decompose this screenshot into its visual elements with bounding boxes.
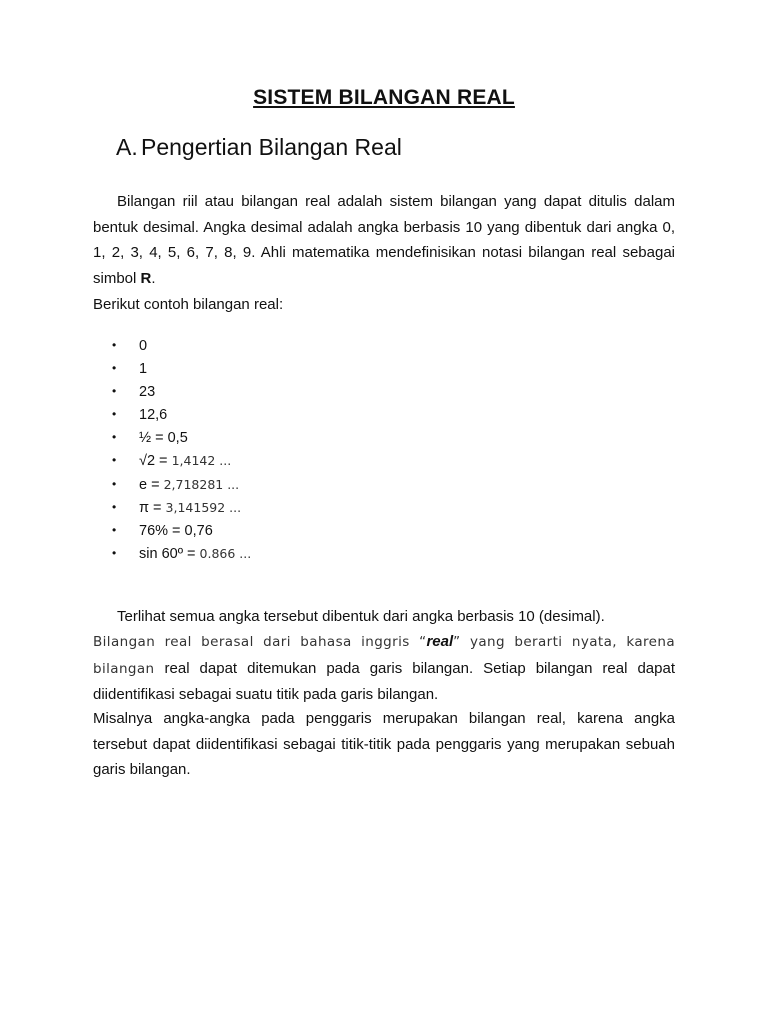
list-item: [112, 357, 251, 380]
section-number: A.: [116, 134, 138, 160]
document-title: SISTEM BILANGAN REAL: [253, 86, 515, 109]
paragraph-decimal: Terlihat semua angka tersebut dibentuk dari angka berbasis 10 (desimal).: [117, 608, 605, 625]
bullet-icon: •: [112, 453, 117, 468]
list-item: [112, 496, 251, 519]
bullet-icon: •: [112, 545, 117, 560]
bullet-icon: •: [112, 338, 117, 352]
bullet-icon: •: [112, 407, 117, 422]
list-item: [112, 334, 251, 357]
definition-text: Bilangan riil atau bilangan real adalah sistem bilangan yang dapat ditulis dalam bentuk desimal. Angka desimal adalah angka berbasis 10 yang dibentuk dari angka 0, 1, 2, 3, 4, 5, 6, 7, 8, 9. Ahli matematika mendefinisikan notasi bilangan real sebagai simbol: [93, 193, 675, 288]
example-value: ½ = 0,5: [139, 430, 188, 447]
list-item: [112, 426, 251, 449]
example-value-rest: 0.866 ...: [199, 545, 252, 561]
bullet-icon: •: [112, 476, 117, 491]
bullet-icon: •: [112, 522, 117, 537]
list-item: [112, 449, 251, 472]
bullet-icon: •: [112, 499, 117, 514]
example-value: 1: [139, 361, 148, 378]
real-symbol: R: [140, 270, 152, 288]
definition-end: .: [151, 270, 156, 288]
example-value: √2 =: [139, 453, 172, 470]
example-value: sin 60º =: [139, 545, 200, 562]
paragraph-origin: [93, 629, 675, 708]
origin-after: ” yang berarti nyata, karena bilangan: [93, 634, 675, 677]
example-value: 23: [139, 384, 156, 401]
origin-rest: real dapat ditemukan pada garis bilangan. Setiap bilangan real dapat diidentifikasi sebagai suatu titik pada garis bilangan.: [93, 659, 675, 704]
section-heading-text: Pengertian Bilangan Real: [141, 134, 402, 160]
paragraph-definition: [93, 189, 675, 292]
paragraph-example-ruler: Misalnya angka-angka pada penggaris merupakan bilangan real, karena angka tersebut dapat diidentifikasi sebagai titik-titik pada penggaris yang merupakan sebuah garis bilangan.: [93, 710, 675, 779]
list-item: [112, 542, 251, 565]
example-intro: Berikut contoh bilangan real:: [93, 296, 284, 313]
list-item: [112, 380, 251, 403]
origin-emphasis: real: [426, 633, 454, 650]
section-heading: [116, 134, 402, 161]
origin-lead: Bilangan real berasal dari bahasa inggris “: [93, 634, 427, 650]
example-value-rest: 1,4142 ...: [171, 453, 232, 469]
bullet-icon: •: [112, 361, 117, 376]
list-item: [112, 473, 251, 496]
list-item: [112, 403, 251, 426]
bullet-icon: •: [112, 430, 117, 445]
example-value-rest: 2,718281 ...: [163, 476, 240, 492]
example-list: [112, 334, 251, 565]
example-value: e =: [139, 476, 164, 493]
example-value: 76% = 0,76: [139, 522, 213, 539]
bullet-icon: •: [112, 384, 117, 399]
example-value: π =: [139, 499, 166, 516]
list-item: [112, 519, 251, 542]
example-value: 0: [139, 338, 148, 354]
example-value: 12,6: [139, 407, 168, 424]
example-value-rest: 3,141592 ...: [165, 499, 242, 515]
